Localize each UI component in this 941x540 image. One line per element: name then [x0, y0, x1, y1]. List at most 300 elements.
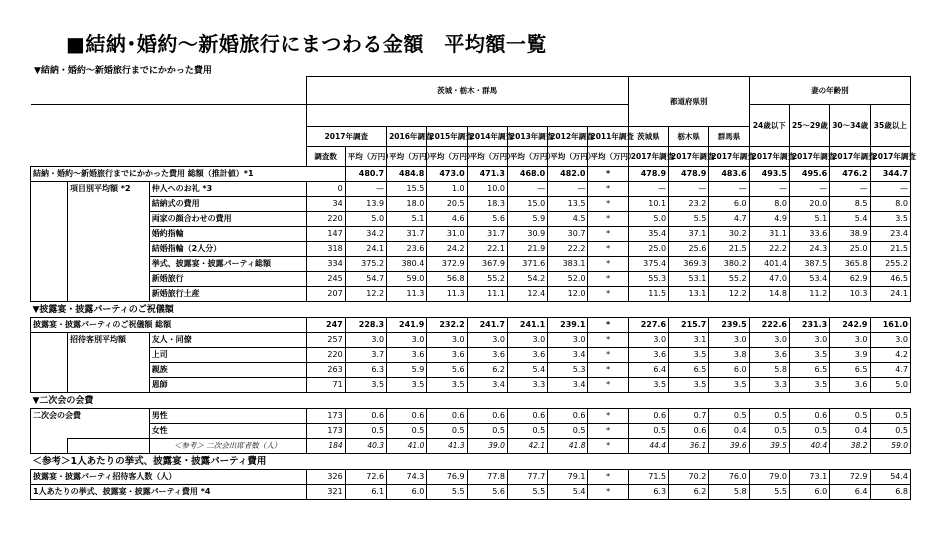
- cell: 76.0: [709, 470, 749, 485]
- cell: 20.0: [789, 197, 829, 212]
- group-label: 二次会の会費: [31, 409, 150, 424]
- header-2017-ibaraki: 2017年調査: [628, 147, 668, 167]
- cell: 18.3: [467, 197, 507, 212]
- cell: 3.8: [709, 348, 749, 363]
- cell: 39.5: [749, 439, 789, 454]
- gift-total-row: [31, 318, 911, 333]
- row-label: 挙式、披露宴・披露パーティ総額: [149, 257, 306, 272]
- cell: 3.0: [749, 333, 789, 348]
- header-row-subgroups: [31, 105, 911, 127]
- cell: —: [507, 182, 547, 197]
- item-row: [31, 182, 911, 197]
- cell: *: [588, 348, 628, 363]
- cell: 0.5: [709, 409, 749, 424]
- header-avg: 平均（万円）: [345, 147, 386, 167]
- cell: 5.5: [669, 212, 709, 227]
- cell: 54.2: [507, 272, 547, 287]
- cell: 71: [306, 378, 345, 393]
- cell: 380.4: [387, 257, 427, 272]
- cell: 6.5: [669, 363, 709, 378]
- cell: 5.8: [749, 363, 789, 378]
- cell: 12.2: [709, 287, 749, 302]
- page-title: ■結納･婚約〜新婚旅行にまつわる金額 平均額一覧: [66, 32, 547, 56]
- cell: 3.0: [467, 333, 507, 348]
- cell: 11.2: [789, 287, 829, 302]
- cell: 40.3: [345, 439, 386, 454]
- header-age1: 24歳以下: [749, 105, 789, 147]
- section-title: ▼披露宴・披露パーティのご祝儀額: [31, 302, 911, 318]
- cell: *: [588, 333, 628, 348]
- cell: 3.6: [427, 348, 467, 363]
- row-label: ＜参考＞ 二次会出席者数（人）: [149, 439, 306, 454]
- cell: 11.1: [467, 287, 507, 302]
- header-avg: 平均（万円）: [387, 147, 427, 167]
- cell: 3.6: [387, 348, 427, 363]
- blank-cell: [68, 257, 150, 272]
- cell: 482.0: [548, 167, 588, 182]
- cell: —: [749, 182, 789, 197]
- cell: 34: [306, 197, 345, 212]
- cell: *: [588, 227, 628, 242]
- cell: 52.0: [548, 272, 588, 287]
- cell: 42.1: [507, 439, 547, 454]
- cell: 478.9: [669, 167, 709, 182]
- cell: 5.6: [467, 212, 507, 227]
- cell: 478.9: [628, 167, 668, 182]
- cell: 54.7: [345, 272, 386, 287]
- cell: 383.1: [548, 257, 588, 272]
- row-label: 結納・婚約〜新婚旅行までにかかった費用 総額（推計値）*1: [31, 167, 346, 182]
- cell: 44.4: [628, 439, 668, 454]
- cell: —: [628, 182, 668, 197]
- cell: 5.6: [467, 485, 507, 500]
- header-blank: [31, 147, 307, 167]
- cell: 471.3: [467, 167, 507, 182]
- cell: 473.0: [427, 167, 467, 182]
- cell: 3.5: [789, 378, 829, 393]
- header-2017-age3: 2017年調査: [830, 147, 870, 167]
- cell: 239.1: [548, 318, 588, 333]
- cell: 23.6: [387, 242, 427, 257]
- cell: —: [830, 182, 870, 197]
- cell: —: [345, 182, 386, 197]
- cell: 18.0: [387, 197, 427, 212]
- cell: 3.5: [387, 378, 427, 393]
- cell: 326: [306, 470, 345, 485]
- cell: 8.0: [870, 197, 911, 212]
- cell: 3.5: [669, 378, 709, 393]
- cell: 11.3: [387, 287, 427, 302]
- row-label: 仲人へのお礼 *3: [149, 182, 306, 197]
- cell: 20.5: [427, 197, 467, 212]
- cell: —: [548, 182, 588, 197]
- cell: 74.3: [387, 470, 427, 485]
- cell: 173: [306, 424, 345, 439]
- cell: 31.0: [427, 227, 467, 242]
- header-2011: 2011年調査: [588, 127, 628, 147]
- cell: 484.8: [387, 167, 427, 182]
- total-row: [31, 167, 911, 182]
- cell: 39.0: [467, 439, 507, 454]
- cell: 8.0: [749, 197, 789, 212]
- cell: *: [588, 212, 628, 227]
- cell: 480.7: [345, 167, 386, 182]
- cell: 24.1: [870, 287, 911, 302]
- cell: 493.5: [749, 167, 789, 182]
- cell: 6.5: [789, 363, 829, 378]
- cell: 0.5: [628, 424, 668, 439]
- section-gift: [31, 302, 911, 318]
- cell: 22.1: [467, 242, 507, 257]
- header-count: 調査数: [306, 147, 345, 167]
- row-label: 両家の顔合わせの費用: [149, 212, 306, 227]
- section-title: ＜参考＞1人あたりの挙式、披露宴・披露パーティ費用: [31, 454, 911, 470]
- cell: 6.0: [709, 363, 749, 378]
- cell: 3.5: [427, 378, 467, 393]
- cell: 55.2: [709, 272, 749, 287]
- header-wife-age: 妻の年齢別: [749, 77, 910, 105]
- header-2017-age4: 2017年調査: [870, 147, 911, 167]
- cell: 59.0: [870, 439, 911, 454]
- header-ibaraki: 茨城県: [628, 127, 668, 147]
- row-label: 結婚指輪（2人分）: [149, 242, 306, 257]
- cell: 239.5: [709, 318, 749, 333]
- cell: 3.3: [749, 378, 789, 393]
- cell: 3.0: [709, 333, 749, 348]
- cell: 72.6: [345, 470, 386, 485]
- cell: 6.8: [870, 485, 911, 500]
- cell: 35.4: [628, 227, 668, 242]
- cell: 5.5: [749, 485, 789, 500]
- cell: 31.7: [387, 227, 427, 242]
- section-title: ▼二次会の会費: [31, 393, 911, 409]
- cell: 0: [306, 182, 345, 197]
- cell: 0.5: [830, 409, 870, 424]
- cell: 0.5: [427, 424, 467, 439]
- header-2012: 2012年調査: [548, 127, 588, 147]
- cell: 483.6: [709, 167, 749, 182]
- cell: 0.5: [870, 424, 911, 439]
- cell: *: [588, 409, 628, 424]
- cell: 10.3: [830, 287, 870, 302]
- blank-cell: [31, 439, 68, 454]
- cell: 0.5: [870, 409, 911, 424]
- row-label: 披露宴・披露パーティ招待客人数（人）: [31, 470, 307, 485]
- cell: 30.7: [548, 227, 588, 242]
- cell: *: [588, 287, 628, 302]
- cell: 10.0: [467, 182, 507, 197]
- cell: *: [588, 257, 628, 272]
- cell: 11.3: [427, 287, 467, 302]
- cell: 76.9: [427, 470, 467, 485]
- cell: 55.2: [467, 272, 507, 287]
- cell: 12.0: [548, 287, 588, 302]
- cell: 14.8: [749, 287, 789, 302]
- cell: 0.4: [709, 424, 749, 439]
- party-row: [31, 409, 911, 424]
- cell: 56.8: [427, 272, 467, 287]
- cell: 6.5: [830, 363, 870, 378]
- cell: 5.3: [548, 363, 588, 378]
- cell: 0.5: [507, 424, 547, 439]
- cell: 344.7: [870, 167, 911, 182]
- cell: *: [588, 318, 628, 333]
- cell: 215.7: [669, 318, 709, 333]
- cell: 23.2: [669, 197, 709, 212]
- gift-body: [31, 333, 911, 393]
- row-label: 友人・同僚: [149, 333, 306, 348]
- cell: 4.6: [427, 212, 467, 227]
- cell: *: [588, 272, 628, 287]
- row-label: 新婚旅行土産: [149, 287, 306, 302]
- cell: 365.8: [830, 257, 870, 272]
- cell: 13.5: [548, 197, 588, 212]
- cell: 321: [306, 485, 345, 500]
- cell: 72.9: [830, 470, 870, 485]
- header-2017-gunma: 2017年調査: [709, 147, 749, 167]
- row-label: 披露宴・披露パーティのご祝儀額 総額: [31, 318, 307, 333]
- cell: 15.0: [507, 197, 547, 212]
- cell: *: [588, 242, 628, 257]
- header-avg: 平均（万円）: [467, 147, 507, 167]
- cell: 3.1: [669, 333, 709, 348]
- cell: 4.2: [870, 348, 911, 363]
- cell: 0.6: [467, 409, 507, 424]
- item-row: [31, 272, 911, 287]
- header-blank: [31, 77, 307, 105]
- cell: 4.7: [709, 212, 749, 227]
- cell: *: [588, 167, 628, 182]
- blank-cell: [68, 378, 150, 393]
- cell: 6.0: [387, 485, 427, 500]
- cell: 53.1: [669, 272, 709, 287]
- cell: *: [588, 363, 628, 378]
- cell: 5.0: [870, 378, 911, 393]
- row-label: 上司: [149, 348, 306, 363]
- cell: —: [789, 182, 829, 197]
- reference-row: [31, 485, 911, 500]
- cell: 334: [306, 257, 345, 272]
- cell: 3.5: [870, 212, 911, 227]
- cell: 40.4: [789, 439, 829, 454]
- cell: 245: [306, 272, 345, 287]
- row-label: 婚約指輪: [149, 227, 306, 242]
- cell: 73.1: [789, 470, 829, 485]
- cell: 0.4: [830, 424, 870, 439]
- header-region: 茨城・栃木・群馬: [306, 77, 628, 105]
- header-row-groups: [31, 77, 911, 105]
- cell: 62.9: [830, 272, 870, 287]
- item-row: [31, 197, 911, 212]
- cell: 5.8: [709, 485, 749, 500]
- cell: 5.9: [387, 363, 427, 378]
- cell: 3.0: [830, 333, 870, 348]
- group-label: 招待客別平均額: [68, 333, 150, 348]
- cell: 47.0: [749, 272, 789, 287]
- header-2017-tochigi: 2017年調査: [669, 147, 709, 167]
- item-row: [31, 287, 911, 302]
- header-tochigi: 栃木県: [669, 127, 709, 147]
- cell: *: [588, 182, 628, 197]
- cell: 1.0: [427, 182, 467, 197]
- blank-cell: [68, 242, 150, 257]
- cell: 372.9: [427, 257, 467, 272]
- cell: 476.2: [830, 167, 870, 182]
- cell: 13.1: [669, 287, 709, 302]
- cell: 207: [306, 287, 345, 302]
- cell: 4.9: [749, 212, 789, 227]
- cell: 25.0: [830, 242, 870, 257]
- cell: 3.9: [830, 348, 870, 363]
- group-label: 項目別平均額 *2: [68, 182, 150, 197]
- cell: 24.3: [789, 242, 829, 257]
- row-label: 女性: [149, 424, 306, 439]
- cell: 241.1: [507, 318, 547, 333]
- cell: 25.6: [669, 242, 709, 257]
- section-reference: [31, 454, 911, 470]
- cell: 3.6: [507, 348, 547, 363]
- cell: *: [588, 378, 628, 393]
- cell: 3.5: [789, 348, 829, 363]
- cell: 3.5: [709, 378, 749, 393]
- cell: 375.2: [345, 257, 386, 272]
- cell: 161.0: [870, 318, 911, 333]
- cell: 3.5: [669, 348, 709, 363]
- party-body: [31, 409, 911, 439]
- cell: 3.6: [830, 378, 870, 393]
- cell: 0.6: [427, 409, 467, 424]
- cell: 5.5: [427, 485, 467, 500]
- cell: 0.5: [749, 424, 789, 439]
- cell: 54.4: [870, 470, 911, 485]
- cell: 231.3: [789, 318, 829, 333]
- cell: 0.6: [669, 424, 709, 439]
- header-age2: 25〜29歳: [789, 105, 829, 147]
- blank-cell: [31, 333, 68, 393]
- cell: 6.4: [628, 363, 668, 378]
- cell: 46.5: [870, 272, 911, 287]
- cell: 41.0: [387, 439, 427, 454]
- header-2016: 2016年調査: [387, 127, 427, 147]
- cell: 3.0: [548, 333, 588, 348]
- header-avg: 平均（万円）: [548, 147, 588, 167]
- cell: 30.2: [709, 227, 749, 242]
- cell: 369.3: [669, 257, 709, 272]
- cell: 232.2: [427, 318, 467, 333]
- cell: 3.6: [467, 348, 507, 363]
- blank-cell: [68, 212, 150, 227]
- cell: 3.0: [427, 333, 467, 348]
- cell: 33.6: [789, 227, 829, 242]
- cell: 23.4: [870, 227, 911, 242]
- header-avg: 平均（万円）: [588, 147, 628, 167]
- cell: 53.4: [789, 272, 829, 287]
- cell: 10.1: [628, 197, 668, 212]
- blank-cell: [31, 424, 150, 439]
- cell: —: [669, 182, 709, 197]
- section-title-costs: ▼結納・婚約〜新婚旅行までにかかった費用: [34, 66, 212, 76]
- cell: 34.2: [345, 227, 386, 242]
- cell: 263: [306, 363, 345, 378]
- cell: 37.1: [669, 227, 709, 242]
- header-2014: 2014年調査: [467, 127, 507, 147]
- cell: 0.5: [749, 409, 789, 424]
- cell: 38.9: [830, 227, 870, 242]
- cell: 0.5: [387, 424, 427, 439]
- items-body: [31, 182, 911, 302]
- cell: 318: [306, 242, 345, 257]
- cell: *: [588, 197, 628, 212]
- cell: 13.9: [345, 197, 386, 212]
- blank-cell: [68, 363, 150, 378]
- blank-cell: [68, 227, 150, 242]
- cell: 8.5: [830, 197, 870, 212]
- header-2013: 2013年調査: [507, 127, 547, 147]
- cell: 24.2: [427, 242, 467, 257]
- row-label: 男性: [149, 409, 306, 424]
- cell: 0.5: [548, 424, 588, 439]
- cell: *: [588, 439, 628, 454]
- cell: 227.6: [628, 318, 668, 333]
- row-label: 親族: [149, 363, 306, 378]
- section-second-party: [31, 393, 911, 409]
- cell: 39.6: [709, 439, 749, 454]
- cell: 3.4: [467, 378, 507, 393]
- cell: 184: [306, 439, 345, 454]
- cell: 3.0: [387, 333, 427, 348]
- cell: 77.7: [507, 470, 547, 485]
- cell: —: [709, 182, 749, 197]
- cell: 12.4: [507, 287, 547, 302]
- cell: 25.0: [628, 242, 668, 257]
- cell: 5.9: [507, 212, 547, 227]
- cell: *: [588, 470, 628, 485]
- ref-body: [31, 470, 911, 500]
- cell: 36.1: [669, 439, 709, 454]
- cell: 0.7: [669, 409, 709, 424]
- cell: 6.4: [830, 485, 870, 500]
- cell: 401.4: [749, 257, 789, 272]
- cell: 3.6: [628, 348, 668, 363]
- reference-row: [31, 470, 911, 485]
- cell: 3.0: [870, 333, 911, 348]
- cell: 5.4: [548, 485, 588, 500]
- gift-row: [31, 378, 911, 393]
- header-2017-age1: 2017年調査: [749, 147, 789, 167]
- cell: 241.9: [387, 318, 427, 333]
- cell: 11.5: [628, 287, 668, 302]
- blank-cell: [68, 197, 150, 212]
- gift-row: [31, 348, 911, 363]
- item-row: [31, 227, 911, 242]
- cell: *: [588, 424, 628, 439]
- cell: 495.6: [789, 167, 829, 182]
- row-label: 1人あたりの挙式、披露宴・披露パーティ費用 *4: [31, 485, 307, 500]
- header-age3: 30〜34歳: [830, 105, 870, 147]
- cell: 6.3: [628, 485, 668, 500]
- gift-row: [31, 363, 911, 378]
- header-gunma: 群馬県: [709, 127, 749, 147]
- cell: —: [870, 182, 911, 197]
- cell: 375.4: [628, 257, 668, 272]
- cell: 15.5: [387, 182, 427, 197]
- item-row: [31, 242, 911, 257]
- cell: 0.6: [628, 409, 668, 424]
- party-note-row: [31, 439, 911, 454]
- cell: 3.4: [548, 348, 588, 363]
- blank-cell: [68, 348, 150, 363]
- cell: 220: [306, 348, 345, 363]
